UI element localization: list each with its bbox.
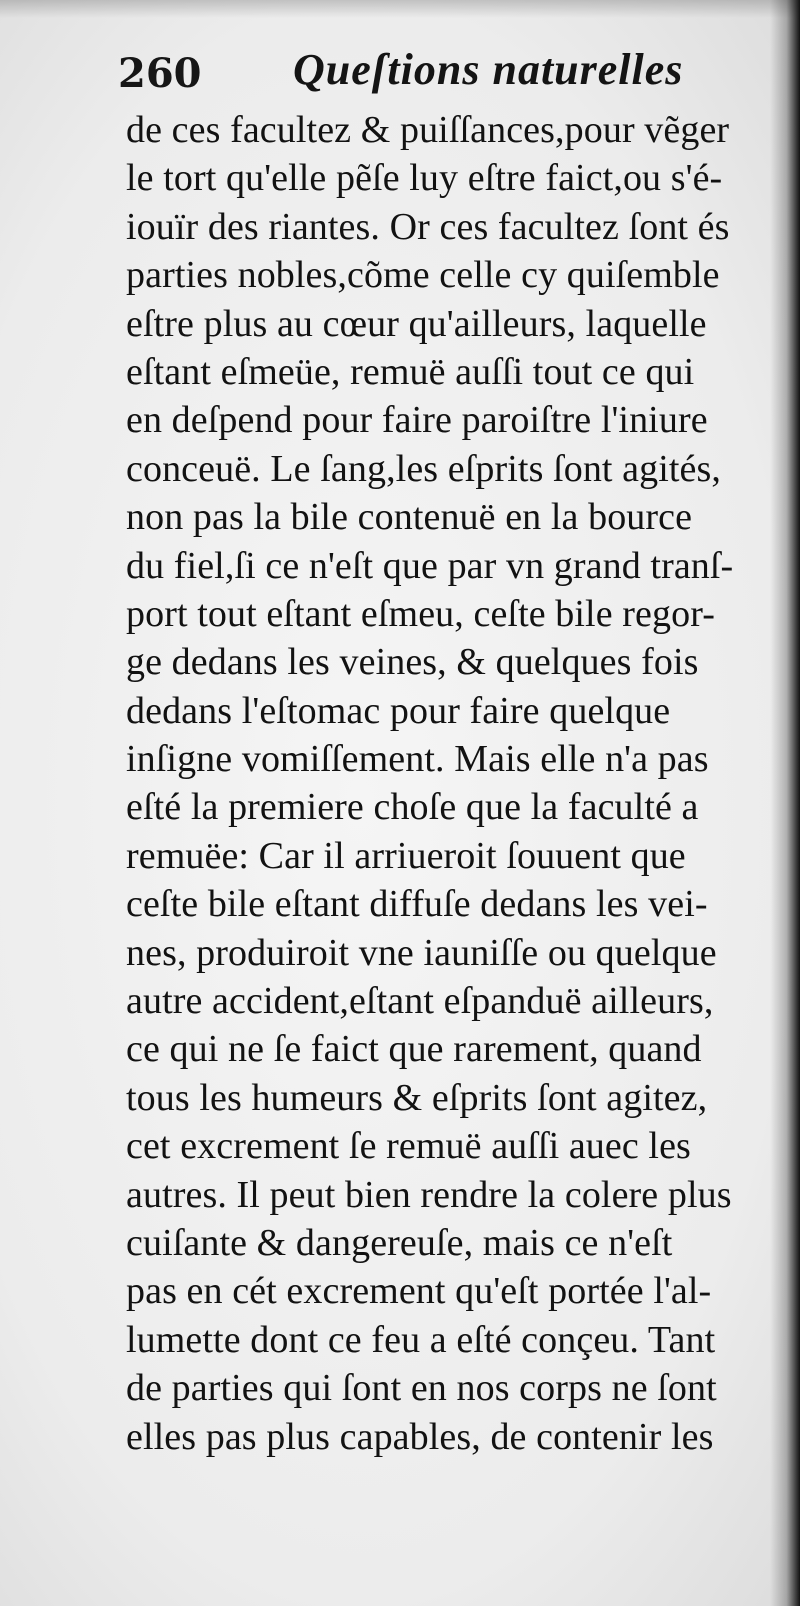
text-line: remuëe: Car il arriueroit ſouuent que bbox=[126, 834, 686, 877]
page-number: 260 bbox=[118, 50, 202, 97]
text-line: de ces facultez & puiſſances,pour vẽger bbox=[126, 109, 730, 151]
text-line: eſtant eſmeüe, remuë auſſi tout ce qui bbox=[126, 350, 695, 393]
text-line: ceſte bile eſtant diffuſe dedans les vei- bbox=[126, 883, 708, 926]
text-line: autres. Il peut bien rendre la colere plus bbox=[126, 1173, 732, 1216]
text-line: conceuë. Le ſang,les eſprits ſont agités, bbox=[126, 447, 722, 490]
running-title: Queſtions naturelles bbox=[293, 45, 684, 94]
text-line: non pas la bile contenuë en la bource bbox=[126, 496, 693, 539]
text-line: iouïr des riantes. Or ces facultez ſont és bbox=[126, 205, 730, 248]
text-line: lumette dont ce feu a eſté conçeu. Tant bbox=[126, 1318, 716, 1361]
page-top-shadow bbox=[0, 0, 800, 18]
text-line: inſigne vomiſſement. Mais elle n'a pas bbox=[126, 738, 709, 781]
page-header bbox=[118, 40, 778, 110]
text-line: eſté la premiere choſe que la faculté a bbox=[126, 786, 699, 829]
text-line: cet excrement ſe remuë auſſi auec les bbox=[126, 1125, 691, 1168]
text-line: ge dedans les veines, & quelques fois bbox=[126, 641, 699, 684]
text-line: autre accident,eſtant eſpanduë ailleurs, bbox=[126, 980, 714, 1023]
text-line: ce qui ne ſe faict que rarement, quand bbox=[126, 1028, 702, 1071]
text-line: le tort qu'elle pẽſe luy eſtre faict,ou s'é- bbox=[126, 157, 723, 200]
text-line: nes, produiroit vne iauniſſe ou quelque bbox=[126, 931, 717, 974]
text-line: port tout eſtant eſmeu, ceſte bile regor- bbox=[126, 592, 715, 635]
text-line: elles pas plus capables, de contenir les bbox=[126, 1415, 714, 1458]
text-line: dedans l'eſtomac pour faire quelque bbox=[126, 689, 671, 732]
text-line: cuiſante & dangereuſe, mais ce n'eſt bbox=[126, 1221, 673, 1264]
text-line: eſtre plus au cœur qu'ailleurs, laquelle bbox=[126, 302, 707, 345]
text-line: de parties qui ſont en nos corps ne ſont bbox=[126, 1367, 717, 1410]
text-line: en deſpend pour faire paroiſtre l'iniure bbox=[126, 399, 708, 442]
page-gutter-shadow bbox=[770, 0, 800, 1606]
text-line: du fiel,ſi ce n'eſt que par vn grand tranſ- bbox=[126, 544, 734, 587]
text-line: parties nobles,cõme celle cy quiſemble bbox=[126, 254, 720, 297]
body-text bbox=[126, 106, 766, 1461]
text-line: pas en cét excrement qu'eſt portée l'al- bbox=[126, 1270, 712, 1313]
text-line: tous les humeurs & eſprits ſont agitez, bbox=[126, 1076, 708, 1119]
